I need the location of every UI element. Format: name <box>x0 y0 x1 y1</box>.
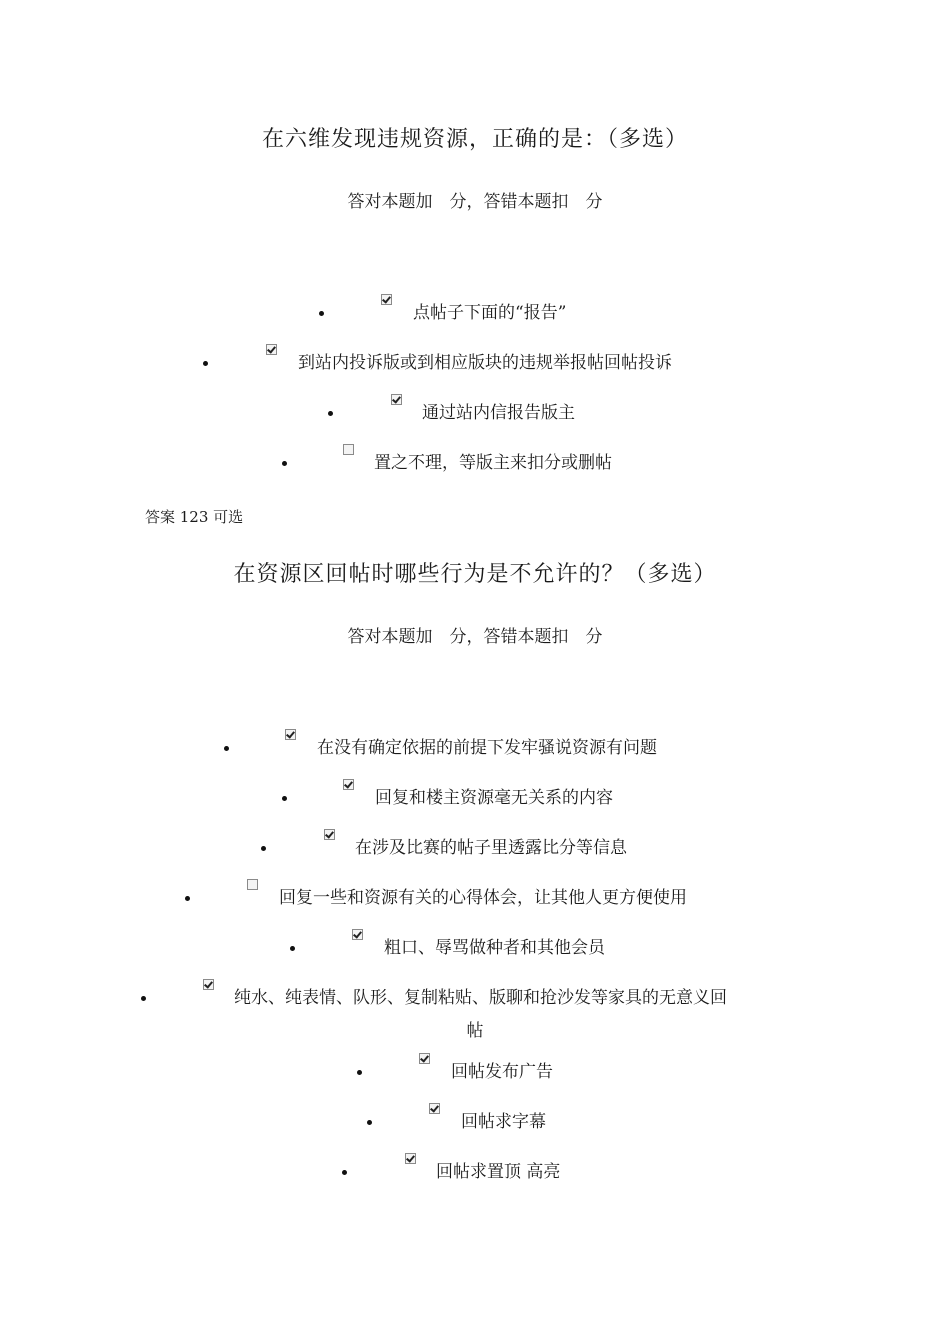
question-1-title: 在六维发现违规资源，正确的是：（多选） <box>261 127 688 152</box>
bullet-icon <box>141 996 146 1001</box>
q2-option-7 <box>0 1053 950 1083</box>
q2-option-9 <box>0 1153 950 1183</box>
checkbox-checked-icon[interactable] <box>266 344 277 355</box>
option-label: 粗口、辱骂做种者和其他会员 <box>384 938 605 958</box>
checkbox-checked-icon[interactable] <box>324 829 335 840</box>
bullet-icon <box>290 946 295 951</box>
option-label: 回复一些和资源有关的心得体会，让其他人更方便使用 <box>279 888 687 908</box>
option-label: 回复和楼主资源毫无关系的内容 <box>375 788 613 808</box>
option-label: 纯水、纯表情、队形、复制粘贴、版聊和抢沙发等家具的无意义回 <box>234 988 727 1008</box>
checkbox-checked-icon[interactable] <box>285 729 296 740</box>
bullet-icon <box>319 311 324 316</box>
q1-option-1 <box>0 294 950 324</box>
option-label: 置之不理，等版主来扣分或删帖 <box>374 453 612 473</box>
bullet-icon <box>328 411 333 416</box>
answer-note: 答案 123 可选 <box>145 508 244 526</box>
bullet-icon <box>357 1070 362 1075</box>
q1-option-2 <box>0 344 950 374</box>
question-2-scoring: 答对本题加 分，答错本题扣 分 <box>347 627 603 647</box>
option-label: 回帖求置顶 高亮 <box>436 1162 561 1182</box>
option-label-continuation: 帖 <box>466 1021 484 1041</box>
q2-option-5 <box>0 929 950 959</box>
option-label: 点帖子下面的“报告” <box>413 303 567 323</box>
checkbox-unchecked-icon[interactable] <box>343 444 354 455</box>
option-label: 回帖求字幕 <box>461 1112 546 1132</box>
checkbox-checked-icon[interactable] <box>391 394 402 405</box>
checkbox-checked-icon[interactable] <box>203 979 214 990</box>
question-1-scoring: 答对本题加 分，答错本题扣 分 <box>347 192 603 212</box>
checkbox-checked-icon[interactable] <box>405 1153 416 1164</box>
q2-option-1 <box>0 729 950 759</box>
checkbox-unchecked-icon[interactable] <box>247 879 258 890</box>
bullet-icon <box>185 896 190 901</box>
bullet-icon <box>282 461 287 466</box>
bullet-icon <box>261 846 266 851</box>
q2-option-3 <box>0 829 950 859</box>
option-label: 通过站内信报告版主 <box>422 403 575 423</box>
checkbox-checked-icon[interactable] <box>343 779 354 790</box>
option-label: 回帖发布广告 <box>451 1062 553 1082</box>
option-label: 在没有确定依据的前提下发牢骚说资源有问题 <box>317 738 657 758</box>
option-label: 到站内投诉版或到相应版块的违规举报帖回帖投诉 <box>298 353 672 373</box>
checkbox-checked-icon[interactable] <box>381 294 392 305</box>
bullet-icon <box>224 746 229 751</box>
option-label: 在涉及比赛的帖子里透露比分等信息 <box>355 838 627 858</box>
q2-option-4 <box>0 879 950 909</box>
checkbox-checked-icon[interactable] <box>419 1053 430 1064</box>
q1-option-3 <box>0 394 950 424</box>
bullet-icon <box>203 361 208 366</box>
checkbox-checked-icon[interactable] <box>429 1103 440 1114</box>
question-2-title: 在资源区回帖时哪些行为是不允许的？（多选） <box>233 562 717 587</box>
checkbox-checked-icon[interactable] <box>352 929 363 940</box>
q2-option-8 <box>0 1103 950 1133</box>
q2-option-2 <box>0 779 950 809</box>
q1-option-4 <box>0 444 950 474</box>
bullet-icon <box>342 1170 347 1175</box>
q2-option-6 <box>0 979 950 1009</box>
bullet-icon <box>367 1120 372 1125</box>
bullet-icon <box>282 796 287 801</box>
